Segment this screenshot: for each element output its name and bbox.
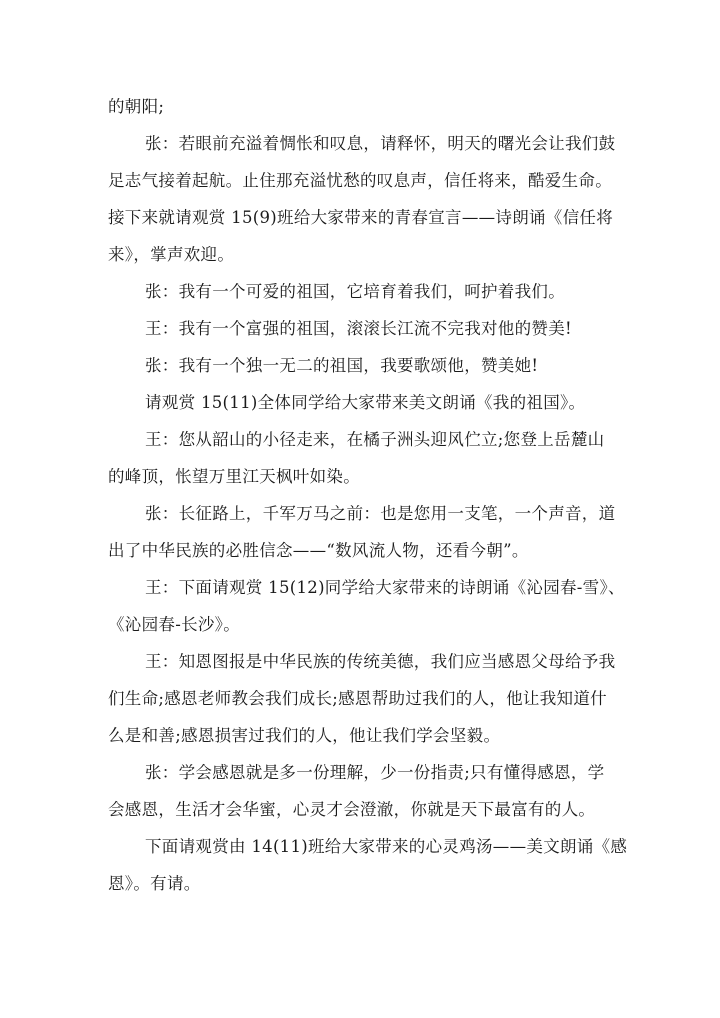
text-line-6: 张：我有一个可爱的祖国，它培育着我们，呵护着我们。 [145,282,565,301]
text-line-17: 们生命;感恩老师教会我们成长;感恩帮助过我们的人，他让我知道什 [108,689,607,708]
text-line-2: 张：若眼前充溢着惆怅和叹息，请释怀，明天的曙光会让我们鼓 [145,134,616,153]
text-line-4: 接下来就请观赏 15(9)班给大家带来的青春宣言——诗朗诵《信任将 [108,208,614,227]
text-line-18: 么是和善;感恩损害过我们的人，他让我们学会坚毅。 [108,726,501,745]
document-body [108,88,628,902]
text-line-21: 下面请观赏由 14(11)班给大家带来的心灵鸡汤——美文朗诵《感 [145,837,628,856]
text-line-19: 张：学会感恩就是多一份理解，少一份指责;只有懂得感恩，学 [145,763,605,782]
text-line-9: 请观赏 15(11)全体同学给大家带来美文朗诵《我的祖国》。 [145,393,586,412]
text-line-16: 王：知恩图报是中华民族的传统美德，我们应当感恩父母给予我 [145,652,616,671]
text-line-15: 《沁园春-长沙》。 [108,615,241,634]
text-line-13: 出了中华民族的必胜信念——“数风流人物，还看今朝”。 [108,541,529,560]
text-line-11: 的峰顶，怅望万里江天枫叶如染。 [108,467,360,486]
text-line-1: 的朝阳; [108,97,165,116]
text-line-22: 恩》。有请。 [108,874,201,893]
text-line-10: 王：您从韶山的小径走来，在橘子洲头迎风伫立;您登上岳麓山 [145,430,605,449]
text-line-12: 张：长征路上，千军万马之前：也是您用一支笔，一个声音，道 [145,504,616,523]
text-line-20: 会感恩，生活才会华蜜，心灵才会澄澈，你就是天下最富有的人。 [108,800,596,819]
text-line-8: 张：我有一个独一无二的祖国，我要歌颂他，赞美她! [145,356,539,375]
text-line-14: 王：下面请观赏 15(12)同学给大家带来的诗朗诵《沁园春-雪》、 [145,578,625,597]
text-line-3: 足志气接着起航。止住那充溢忧愁的叹息声，信任将来，酷爱生命。 [108,171,612,190]
text-line-7: 王：我有一个富强的祖国，滚滚长江流不完我对他的赞美! [145,319,572,338]
text-line-5: 来》，掌声欢迎。 [108,245,235,264]
